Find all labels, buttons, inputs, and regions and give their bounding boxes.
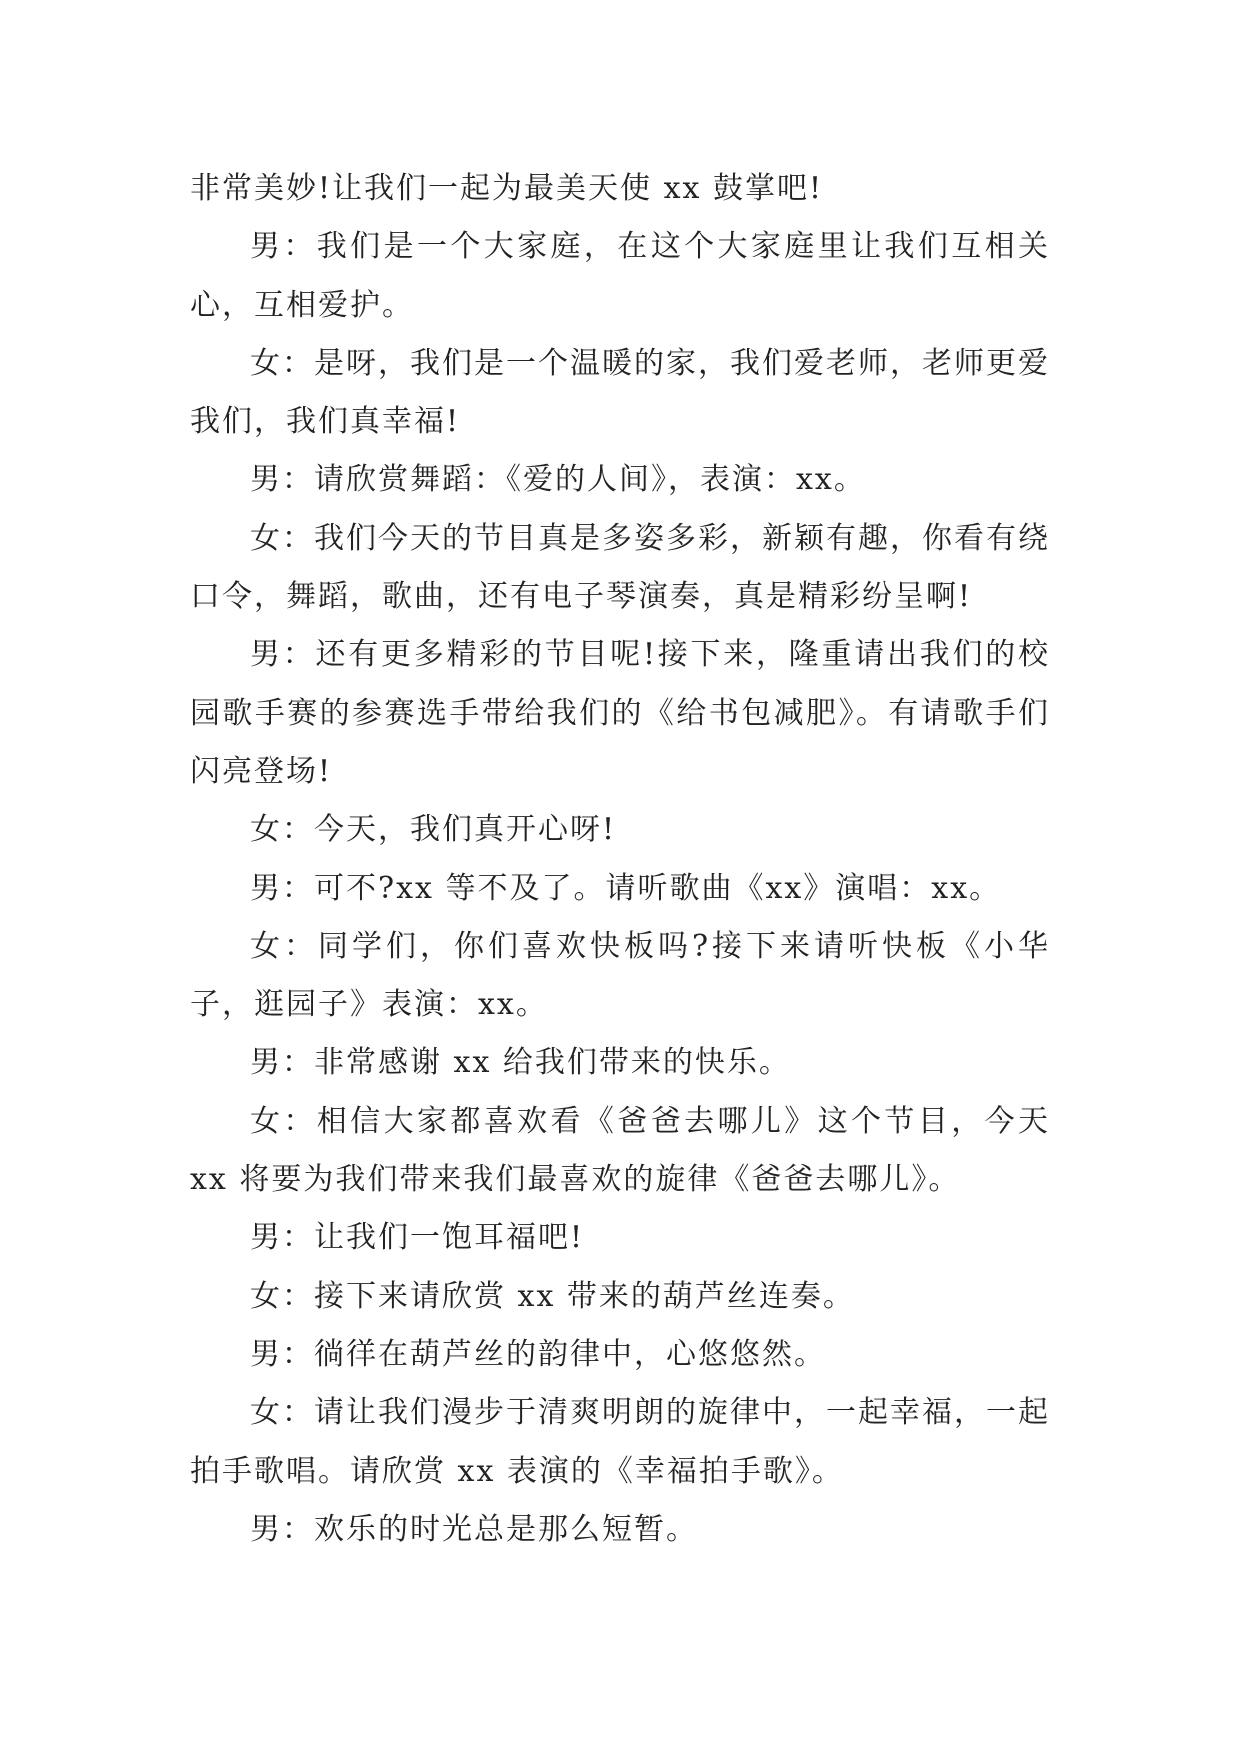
document-body xyxy=(190,160,1050,1559)
paragraph: 男：可不?xx 等不及了。请听歌曲《xx》演唱：xx。 xyxy=(250,870,1002,906)
paragraph: 男：还有更多精彩的节目呢!接下来，隆重请出我们的校园歌手赛的参赛选手带给我们的《给书包减肥》。有请歌手们闪亮登场! xyxy=(190,637,1050,789)
paragraph: 男：我们是一个大家庭，在这个大家庭里让我们互相关心，互相爱护。 xyxy=(190,229,1050,323)
paragraph: 女：是呀，我们是一个温暖的家，我们爱老师，老师更爱我们，我们真幸福! xyxy=(190,345,1050,440)
paragraph: 非常美妙!让我们一起为最美天使 xx 鼓掌吧! xyxy=(190,171,824,206)
paragraph: 男：非常感谢 xx 给我们带来的快乐。 xyxy=(250,1045,791,1081)
paragraph: 男：欢乐的时光总是那么短暂。 xyxy=(250,1511,698,1547)
paragraph: 女：我们今天的节目真是多姿多彩，新颖有趣，你看有绕口令，舞蹈，歌曲，还有电子琴演奏，真是精彩纷呈啊! xyxy=(190,520,1050,615)
paragraph: 女：请让我们漫步于清爽明朗的旋律中，一起幸福，一起拍手歌唱。请欣赏 xx 表演的《幸福拍手歌》。 xyxy=(190,1395,1050,1489)
paragraph: 女：同学们，你们喜欢快板吗?接下来请听快板《小华子，逛园子》表演：xx。 xyxy=(190,928,1050,1023)
paragraph: 女：相信大家都喜欢看《爸爸去哪儿》这个节目，今天 xx 将要为我们带来我们最喜欢的旋律《爸爸去哪儿》。 xyxy=(190,1103,1050,1198)
paragraph: 女：今天，我们真开心呀! xyxy=(250,812,617,848)
paragraph: 女：接下来请欣赏 xx 带来的葫芦丝连奏。 xyxy=(250,1278,855,1314)
paragraph: 男：徜徉在葫芦丝的韵律中，心悠悠然。 xyxy=(250,1336,826,1372)
paragraph: 男：让我们一饱耳福吧! xyxy=(250,1220,585,1256)
paragraph: 男：请欣赏舞蹈：《爱的人间》，表演：xx。 xyxy=(250,462,866,498)
